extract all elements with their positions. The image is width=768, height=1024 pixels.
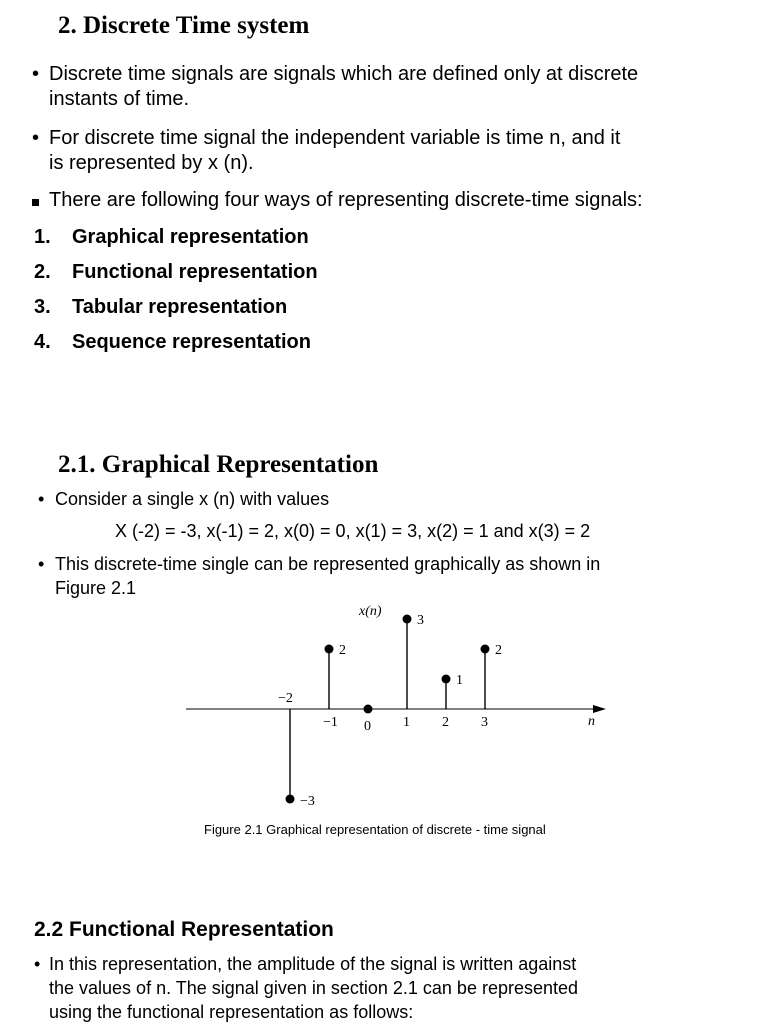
list-item xyxy=(34,261,318,284)
bullet-text: Discrete time signals are signals which are defined only at discrete xyxy=(49,63,639,85)
bullet-text: instants of time. xyxy=(49,88,190,110)
square-bullet-item xyxy=(32,188,643,213)
bullet-icon: • xyxy=(38,489,45,509)
list-item xyxy=(34,331,311,354)
data-label: 2 xyxy=(495,643,502,658)
bullet-text: This discrete-time single can be represented graphically as shown in xyxy=(55,554,601,574)
data-label: 2 xyxy=(339,643,346,658)
list-item xyxy=(34,296,287,319)
tick-label: 3 xyxy=(481,715,488,730)
tick-label: 2 xyxy=(442,715,449,730)
list-label: Tabular representation xyxy=(72,296,288,318)
section-title: 2.2 Functional Representation xyxy=(34,918,334,941)
list-label: Graphical representation xyxy=(72,226,309,248)
tick-label: 1 xyxy=(403,715,410,730)
data-label: 3 xyxy=(417,613,424,628)
stem-marker xyxy=(364,705,373,714)
tick-label: −2 xyxy=(278,691,293,706)
y-axis-label: x(n) xyxy=(359,604,382,619)
bullet-text: using the functional representation as follows: xyxy=(49,1002,414,1022)
bullet-text: There are following four ways of representing discrete-time signals: xyxy=(49,189,643,211)
tick-label: 0 xyxy=(364,719,371,734)
square-bullet-icon xyxy=(32,188,49,213)
bullet-icon: • xyxy=(32,63,40,85)
stem-marker xyxy=(325,645,334,654)
bullet-text: Figure 2.1 xyxy=(55,578,137,598)
data-label: 1 xyxy=(456,673,463,688)
bullet-item xyxy=(38,552,600,600)
bullet-text: For discrete time signal the independent variable is time n, and it xyxy=(49,127,621,149)
section-title: 2.1. Graphical Representation xyxy=(58,451,379,478)
bullet-text: the values of n. The signal given in section 2.1 can be represented xyxy=(49,978,579,998)
list-number: 4. xyxy=(34,331,51,353)
values-equation: X (-2) = -3, x(-1) = 2, x(0) = 0, x(1) = 3, x(2) = 1 and x(3) = 2 xyxy=(115,521,591,541)
section-title: 2. Discrete Time system xyxy=(58,12,310,39)
stems-group xyxy=(278,613,502,809)
list-label: Sequence representation xyxy=(72,331,311,353)
bullet-text: is represented by x (n). xyxy=(49,152,254,174)
list-item xyxy=(34,226,309,249)
data-label: −3 xyxy=(300,794,315,809)
x-axis-label: n xyxy=(588,714,595,729)
tick-label: −1 xyxy=(323,715,338,730)
stem-marker xyxy=(403,615,412,624)
stem-marker xyxy=(442,675,451,684)
bullet-text: In this representation, the amplitude of the signal is written against xyxy=(49,954,577,974)
bullet-icon: • xyxy=(38,554,45,574)
list-number: 2. xyxy=(34,261,51,283)
bullet-item xyxy=(34,952,578,1024)
bullet-icon: • xyxy=(34,954,41,974)
list-number: 3. xyxy=(34,296,51,318)
bullet-text: Consider a single x (n) with values xyxy=(55,489,330,509)
stem-marker xyxy=(286,795,295,804)
bullet-item xyxy=(32,62,638,112)
bullet-item xyxy=(32,126,620,176)
x-axis-arrow-icon xyxy=(593,705,606,713)
list-number: 1. xyxy=(34,226,51,248)
figure-caption: Figure 2.1 Graphical representation of discrete - time signal xyxy=(204,822,546,837)
bullet-item xyxy=(38,487,329,511)
list-label: Functional representation xyxy=(72,261,318,283)
stem-marker xyxy=(481,645,490,654)
stem-chart xyxy=(0,595,768,810)
bullet-icon: • xyxy=(32,127,40,149)
